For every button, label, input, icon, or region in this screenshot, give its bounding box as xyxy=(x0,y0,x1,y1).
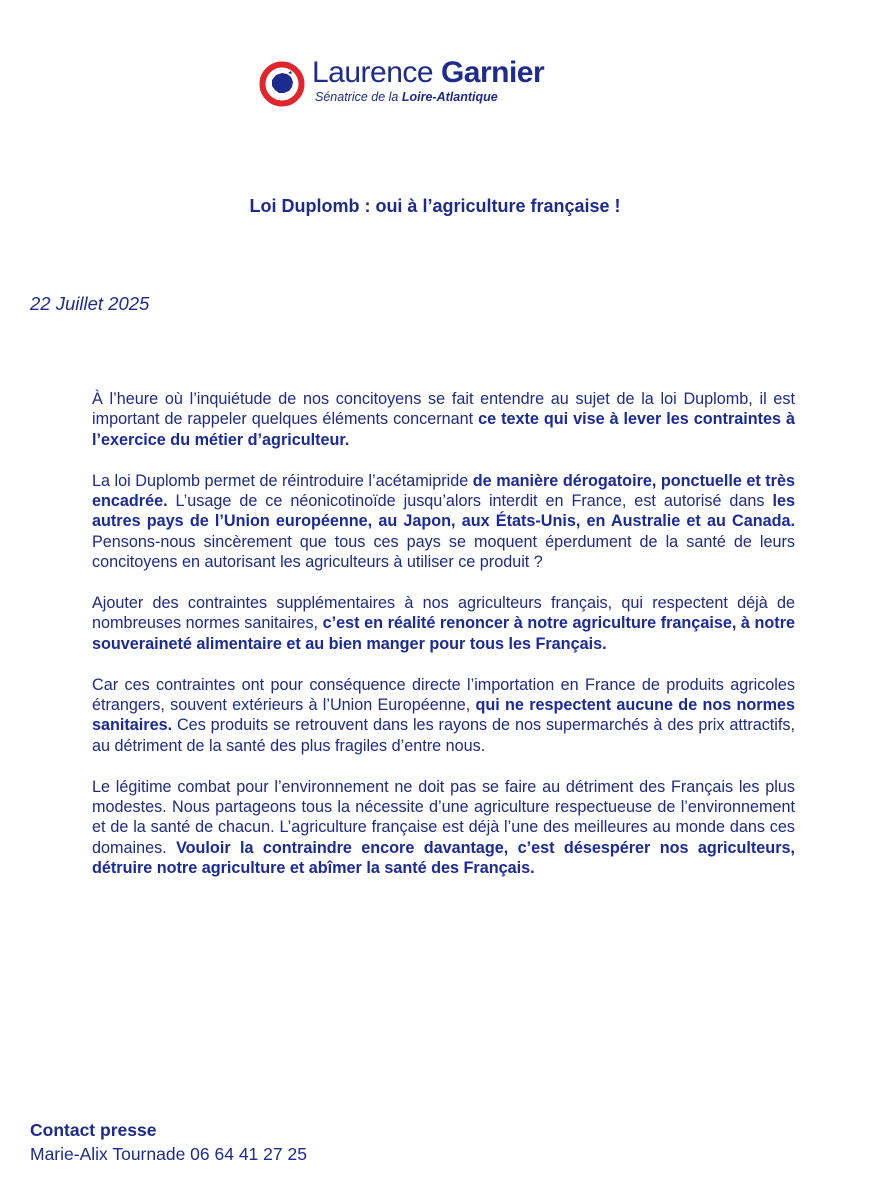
document-date: 22 Juillet 2025 xyxy=(30,293,150,314)
emphasized-text: qui ne respectent aucune de nos normes sanitaires. xyxy=(92,696,795,735)
paragraph-text: Le légitime combat pour l’environnement ne doit pas se faire au détriment des Français les plus modestes. Nous partageons tous la nécessite d’une agriculture respectueuse de l’environnement et de la santé de chacun. L’agriculture française est déjà l’une des meilleures au monde dans ces domaines. xyxy=(92,777,795,857)
paragraph-text: La loi Duplomb permet de réintroduire l’acétamipride xyxy=(92,471,473,490)
brand-subtitle-prefix: Sénatrice de la xyxy=(315,90,399,104)
brand-first-name: Laurence xyxy=(312,56,434,89)
document-title: Loi Duplomb : oui à l’agriculture française ! xyxy=(249,196,621,216)
header xyxy=(258,56,588,112)
contact-person: Marie-Alix Tournade 06 64 41 27 25 xyxy=(30,1144,307,1164)
brand-name xyxy=(312,56,544,90)
paragraph-text: Car ces contraintes ont pour conséquence directe l’importation en France de produits agricoles étrangers, souvent extérieurs à l’Union Européenne, xyxy=(92,675,795,715)
emphasized-text: Vouloir la contraindre encore davantage, c’est désespérer nos agriculteurs, détruire notre agriculture et abîmer la santé des Français. xyxy=(92,838,795,878)
body-paragraph xyxy=(92,471,795,573)
body-paragraph xyxy=(92,777,795,879)
paragraph-text: À l’heure où l’inquiétude de nos concitoyens se fait entendre au sujet de la loi Duplomb, il est important de rappeler quelques éléments concernant xyxy=(92,390,795,429)
contact-title: Contact presse xyxy=(30,1120,157,1140)
brand-subtitle xyxy=(315,90,498,104)
body-paragraph xyxy=(92,389,795,450)
emphasized-text: ce texte qui vise à lever les contraintes à l’exercice du métier d’agriculteur. xyxy=(92,410,795,449)
paragraph-text: L’usage de ce néonicotinoïde jusqu’alors interdit en France, est autorisé dans xyxy=(167,492,773,511)
body-paragraph xyxy=(92,675,795,757)
paragraph-text: Pensons-nous sincèrement que tous ces pays se moquent éperdument de la santé de leurs concitoyens en autorisant les agriculteurs à utiliser ce produit ? xyxy=(92,532,795,572)
press-contact xyxy=(30,1118,307,1166)
paragraph-text: Ajouter des contraintes supplémentaires à nos agriculteurs français, qui respectent déjà de nombreuses normes sanitaires, xyxy=(92,594,795,633)
emphasized-text: les autres pays de l’Union européenne, au Japon, aux États-Unis, en Australie et au Canada. xyxy=(92,492,795,531)
brand-subtitle-region: Loire-Atlantique xyxy=(401,90,498,104)
emphasized-text: c’est en réalité renoncer à notre agriculture française, à notre souveraineté alimentaire et au bien manger pour tous les Français. xyxy=(92,614,795,653)
brand-last-name: Garnier xyxy=(440,56,545,89)
logo-icon xyxy=(258,60,306,108)
paragraph-text: Ces produits se retrouvent dans les rayons de nos supermarchés à des prix attractifs, au détriment de la santé des plus fragiles d’entre nous. xyxy=(92,716,795,755)
emphasized-text: de manière dérogatoire, ponctuelle et très encadrée. xyxy=(92,471,795,511)
body-paragraph xyxy=(92,593,795,654)
press-release-body xyxy=(92,389,795,899)
